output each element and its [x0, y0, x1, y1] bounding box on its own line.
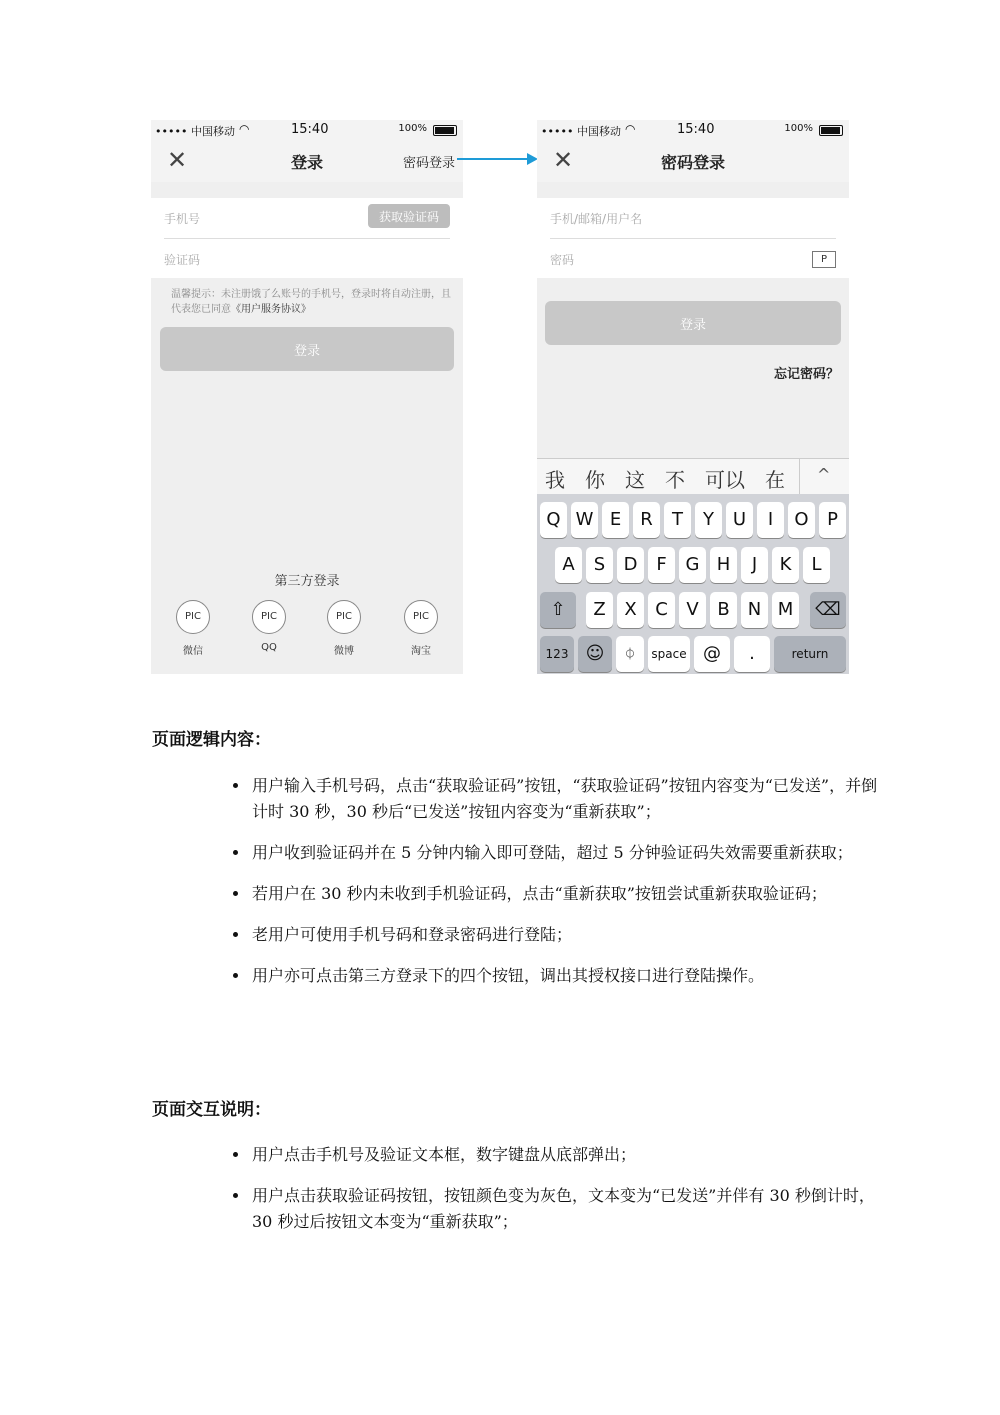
candidate-word[interactable]: 在 [765, 468, 785, 492]
account-field[interactable] [550, 198, 836, 239]
key[interactable]: T [664, 502, 691, 538]
numbers-key[interactable]: 123 [540, 636, 574, 672]
social-label: 微博 [334, 646, 354, 657]
nav-bar [537, 140, 849, 182]
status-time: 15:40 [677, 122, 715, 137]
page-title: 密码登录 [660, 153, 725, 172]
shift-icon[interactable]: ⇧ [540, 592, 576, 628]
wechat-icon[interactable]: PIC [176, 600, 210, 634]
key[interactable]: A [555, 547, 582, 583]
emoji-icon[interactable]: ☺ [578, 636, 612, 672]
close-icon[interactable]: ✕ [553, 146, 574, 174]
key[interactable]: M [772, 592, 799, 628]
logic-list [220, 773, 880, 1004]
key[interactable]: C [648, 592, 675, 628]
delete-icon[interactable]: ⌫ [810, 592, 846, 628]
get-code-button[interactable]: 获取验证码 [368, 204, 450, 228]
list-item: • 用户输入手机号码，点击“获取验证码”按钮，“获取验证码”按钮内容变为“已发送”，并倒计时 30 秒，30 秒后“已发送”按钮内容变为“重新获取”； [250, 773, 880, 825]
account-placeholder: 手机/邮箱/用户名 [550, 212, 643, 226]
key[interactable]: B [710, 592, 737, 628]
qq-icon[interactable]: PIC [252, 600, 286, 634]
dot-key[interactable]: . [734, 636, 770, 672]
microphone-icon[interactable]: ⏀ [616, 636, 644, 672]
logic-heading: 页面逻辑内容： [152, 730, 271, 750]
social-label: 微信 [183, 646, 203, 657]
key[interactable]: L [803, 547, 830, 583]
show-password-icon[interactable]: P [812, 251, 836, 268]
taobao-icon[interactable]: PIC [404, 600, 438, 634]
key[interactable]: R [633, 502, 660, 538]
key[interactable]: Q [540, 502, 567, 538]
list-item: • 用户点击手机号及验证文本框，数字键盘从底部弹出； [250, 1142, 880, 1168]
interaction-list [220, 1142, 880, 1250]
return-key[interactable]: return [774, 636, 846, 672]
candidate-word[interactable]: 你 [585, 468, 605, 492]
password-placeholder: 密码 [550, 253, 575, 267]
password-login-screen-mockup [537, 120, 849, 674]
close-icon[interactable]: ✕ [167, 146, 188, 174]
candidate-word[interactable]: 这 [625, 468, 645, 492]
key[interactable]: I [757, 502, 784, 538]
battery-icon [819, 125, 843, 136]
collapse-icon[interactable]: ^ [817, 465, 831, 484]
list-item: • 若用户在 30 秒内未收到手机验证码，点击“重新获取”按钮尝试重新获取验证码； [250, 881, 880, 907]
password-login-link[interactable]: 密码登录 [402, 156, 455, 171]
code-placeholder: 验证码 [164, 253, 201, 267]
social-weibo[interactable] [324, 600, 364, 657]
space-key[interactable]: space [648, 636, 690, 672]
key[interactable]: G [679, 547, 706, 583]
wifi-icon: ◠ [239, 122, 250, 136]
flow-arrow-line [457, 158, 529, 160]
key[interactable]: W [571, 502, 598, 538]
social-label: 淘宝 [411, 646, 431, 657]
carrier-signal: ••••• 中国移动 [155, 125, 235, 138]
login-screen-mockup [151, 120, 463, 674]
candidate-word[interactable]: 我 [545, 468, 565, 492]
social-wechat[interactable] [173, 600, 213, 657]
list-item: • 用户亦可点击第三方登录下的四个按钮，调出其授权接口进行登陆操作。 [250, 963, 880, 989]
candidate-divider [799, 459, 800, 495]
status-bar [151, 120, 463, 140]
key[interactable]: S [586, 547, 613, 583]
social-label: QQ [261, 642, 277, 653]
password-form [537, 198, 849, 278]
keyboard [537, 494, 849, 674]
battery-percent: 100% [784, 123, 813, 134]
phone-placeholder: 手机号 [164, 212, 201, 226]
key[interactable]: V [679, 592, 706, 628]
key[interactable]: D [617, 547, 644, 583]
hint-body: 温馨提示：未注册饿了么账号的手机号，登录时将自动注册，且代表您已同意 [171, 289, 451, 315]
at-key[interactable]: @ [694, 636, 730, 672]
key[interactable]: P [819, 502, 846, 538]
key[interactable]: O [788, 502, 815, 538]
key[interactable]: Y [695, 502, 722, 538]
hint-text [171, 287, 451, 317]
page-title: 登录 [290, 153, 323, 172]
battery-icon [433, 125, 457, 136]
key[interactable]: F [648, 547, 675, 583]
forgot-password-link[interactable]: 忘记密码？ [773, 367, 839, 382]
agreement-link[interactable]: 《用户服务协议》 [231, 304, 311, 315]
phone-field[interactable] [164, 198, 450, 239]
code-field[interactable] [164, 239, 450, 279]
key[interactable]: X [617, 592, 644, 628]
key[interactable]: K [772, 547, 799, 583]
candidate-word[interactable]: 可以 [705, 468, 745, 492]
candidate-bar [537, 458, 849, 496]
key[interactable]: E [602, 502, 629, 538]
nav-bar [151, 140, 463, 182]
login-button[interactable]: 登录 [545, 301, 841, 345]
candidate-word[interactable]: 不 [665, 468, 685, 492]
list-item: • 用户收到验证码并在 5 分钟内输入即可登陆，超过 5 分钟验证码失效需要重新获取； [250, 840, 880, 866]
status-bar [537, 120, 849, 140]
third-party-title: 第三方登录 [274, 574, 340, 589]
login-form [151, 198, 463, 278]
social-qq[interactable] [249, 600, 289, 653]
login-button[interactable]: 登录 [160, 327, 454, 371]
list-item: • 用户点击获取验证码按钮，按钮颜色变为灰色，文本变为“已发送”并伴有 30 秒倒计时，30 秒过后按钮文本变为“重新获取”； [250, 1183, 880, 1235]
carrier-signal: ••••• 中国移动 [541, 125, 621, 138]
key[interactable]: J [741, 547, 768, 583]
key[interactable]: N [741, 592, 768, 628]
battery-percent: 100% [398, 123, 427, 134]
list-item: • 老用户可使用手机号码和登录密码进行登陆； [250, 922, 880, 948]
weibo-icon[interactable]: PIC [327, 600, 361, 634]
key[interactable]: H [710, 547, 737, 583]
status-time: 15:40 [291, 122, 329, 137]
social-taobao[interactable] [401, 600, 441, 657]
wifi-icon: ◠ [625, 122, 636, 136]
password-field[interactable] [550, 239, 836, 279]
key[interactable]: Z [586, 592, 613, 628]
interaction-heading: 页面交互说明： [152, 1100, 271, 1120]
key[interactable]: U [726, 502, 753, 538]
